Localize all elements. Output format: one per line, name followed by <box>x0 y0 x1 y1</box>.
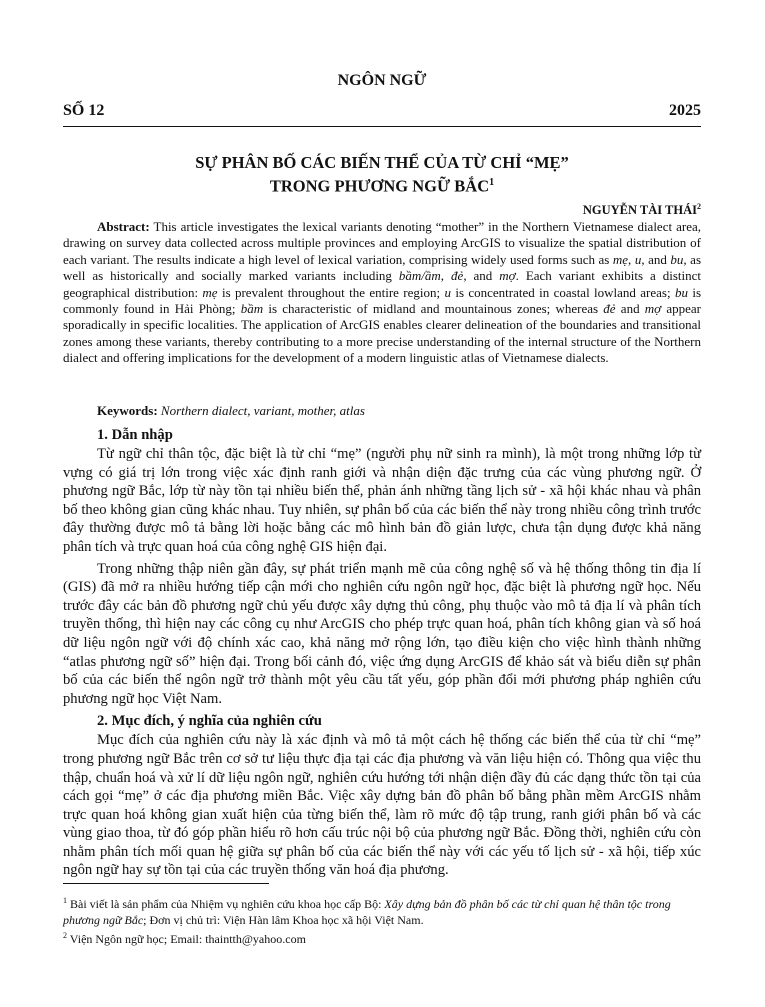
section-1-paragraph-2: Trong những thập niên gần đây, sự phát triển mạnh mẽ của công nghệ số và hệ thống thông tin địa lí (GIS) đã mở ra nhiều hướng tiếp cận mới cho nghiên cứu ngôn ngữ học, đặc biệt là phương ngữ học. Nếu trước đây các bản đồ phương ngữ chủ yếu được xây dựng thủ công, phụ thuộc vào mô tả địa lí và phân tích truyền thống, thì hiện nay các công cụ như ArcGIS cho phép trực quan hoá, phân tích không gian và số hoá dữ liệu ngôn ngữ với độ chính xác cao, khả năng mở rộng lớn, tạo điều kiện cho việc hình thành những “atlas phương ngữ số” hiện đại. Trong bối cảnh đó, việc ứng dụng ArcGIS để khảo sát và biểu diễn sự phân bố của các biến thể ngôn ngữ trở thành một yêu cầu tất yếu, góp phần đổi mới phương pháp nghiên cứu phương ngữ học Việt Nam. <box>63 560 701 707</box>
title-line-1: SỰ PHÂN BỐ CÁC BIẾN THỂ CỦA TỪ CHỈ “MẸ” <box>195 153 569 172</box>
abstract-text: is commonly found in Hải Phòng; <box>63 284 701 317</box>
abstract-label: Abstract: <box>97 219 150 234</box>
variant-term: bu <box>674 284 688 300</box>
variant-term: bu <box>670 251 684 267</box>
variant-term: đẻ <box>603 301 616 317</box>
section-heading-2: 2. Mục đích, ý nghĩa của nghiên cứu <box>97 713 322 730</box>
abstract-text: is concentrated in coastal lowland areas; <box>450 284 675 300</box>
author-text: NGUYỄN TÀI THÁI <box>582 203 697 218</box>
footnotes <box>63 893 701 948</box>
abstract-text: . Each variant exhibits a distinct geographical distribution: <box>63 268 701 300</box>
abstract-text: is prevalent throughout the entire region; <box>217 284 445 300</box>
variant-term: mẹ <box>202 284 218 300</box>
abstract-text: This article investigates the lexical variants denoting “mother” in the Northern Vietnamese dialect area, drawing on survey data collected across multiple provinces and employing ArcGIS to visualize the spatial distribution of each variant. The results indicate a high level of lexical variation, comprising widely used forms such as <box>63 219 701 267</box>
abstract-text: appear sporadically in specific localities. The application of ArcGIS enables clearer delineation of the boundaries and transitional zones among these variants, thereby contributing to a more precise understanding of the internal structure of the Northern dialect and offering implications for the development of a modern linguistic atlas of Vietnamese dialects. <box>63 301 701 366</box>
footnote-rule <box>63 883 269 884</box>
variant-term: bầm <box>240 301 264 317</box>
article-title <box>63 153 701 197</box>
issue-year: 2025 <box>669 102 701 119</box>
section-heading-1: 1. Dẫn nhập <box>97 427 173 443</box>
variant-term: mợ <box>644 301 662 317</box>
footnote-2 <box>63 928 701 948</box>
title-footnote-ref[interactable]: 1 <box>489 177 495 188</box>
keywords <box>63 403 701 419</box>
variant-term: mợ <box>499 268 516 284</box>
footnote-1-project-title: Xây dựng bản đồ phân bố các từ chỉ quan hệ thân tộc trong phương ngữ Bắc <box>63 897 671 927</box>
abstract-text: , <box>440 268 452 284</box>
footnote-2-number: 2 <box>63 931 67 940</box>
footnote-1-text-end: ; Đơn vị chủ trì: Viện Hàn lâm Khoa học xã hội Việt Nam. <box>143 912 424 927</box>
variant-term: mẹ <box>612 251 629 267</box>
title-line-2-text: TRONG PHƯƠNG NGỮ BẮC <box>269 176 490 196</box>
abstract-text: is characteristic of midland and mountainous zones; whereas <box>263 301 604 317</box>
keywords-label: Keywords: <box>97 403 158 418</box>
variant-term: u <box>444 284 451 300</box>
footnote-1 <box>63 893 701 928</box>
section-2-paragraph-1: Mục đích của nghiên cứu này là xác định và mô tả một cách hệ thống các biến thể của từ chỉ “mẹ” trong phương ngữ Bắc trên cơ sở tư liệu thực địa tại các địa phương và văn liệu hiện có. Thông qua việc thu thập, chuẩn hoá và xử lí dữ liệu ngôn ngữ, nghiên cứu hướng tới nhận diện đầy đủ các dạng thức tồn tại của cách gọi “mẹ” ở các địa phương miền Bắc. Việc xây dựng bản đồ phân bố bằng phần mềm ArcGIS nhằm trực quan hoá không gian xuất hiện của từng biến thể, làm rõ mức độ tập trung, ranh giới phân bố và các vùng giao thoa, từ đó góp phần hiểu rõ hơn cấu trúc nội bộ của phương ngữ Bắc. Đồng thời, nghiên cứu còn nhằm phân tích mối quan hệ giữa sự phân bố của các biến thể này với các yếu tố lịch sử - xã hội, tiếp xúc ngôn ngữ hay sự tồn tại của các truyền thống văn hoá địa phương. <box>63 732 701 879</box>
article-body <box>63 425 701 883</box>
keywords-text: Northern dialect, variant, mother, atlas <box>157 403 365 418</box>
variant-term: u <box>634 251 642 267</box>
author-footnote-ref[interactable]: 2 <box>697 202 701 211</box>
abstract-text: and <box>615 301 645 317</box>
section-1-paragraph-1: Từ ngữ chỉ thân tộc, đặc biệt là từ chỉ “mẹ” (người phụ nữ sinh ra mình), là một trong những lớp từ vựng có giá trị lớn trong việc xác định ranh giới và nhận diện đặc trưng của các vùng phương ngữ. Ở phương ngữ Bắc, lớp từ này tồn tại nhiều biến thể, phản ánh những tầng lịch sử - xã hội khác nhau và phân bố theo không gian cũng khác nhau. Tuy nhiên, sự phân bố của các biến thể này trong nhiều công trình trước đây thường được mô tả bằng lời hoặc bằng các mô hình bản đồ giản lược, chưa tận dụng được khả năng phân tích và trực quan hoá của công nghệ GIS hiện đại. <box>63 446 701 555</box>
footnote-1-number: 1 <box>63 896 67 905</box>
variant-term: đẻ <box>451 268 464 284</box>
footnote-1-text: Bài viết là sản phẩm của Nhiệm vụ nghiên cứu khoa học cấp Bộ: <box>67 897 385 911</box>
header-rule <box>63 126 701 127</box>
journal-name: NGÔN NGỮ <box>337 72 427 89</box>
footnote-2-text[interactable]: Viện Ngôn ngữ học; Email: thaintth@yahoo.com <box>67 932 306 946</box>
abstract-paragraph <box>63 219 701 367</box>
variant-term: bầm/ầm <box>398 268 441 284</box>
abstract-text: , and <box>463 268 500 284</box>
author-name <box>583 202 701 218</box>
abstract-text: , as well as historically and socially marked variants including <box>63 251 702 284</box>
title-line-2 <box>63 173 701 197</box>
abstract-text: , and <box>641 251 671 267</box>
abstract <box>63 219 701 367</box>
abstract-text: , <box>628 251 635 267</box>
issue-number: SỐ 12 <box>63 102 105 119</box>
